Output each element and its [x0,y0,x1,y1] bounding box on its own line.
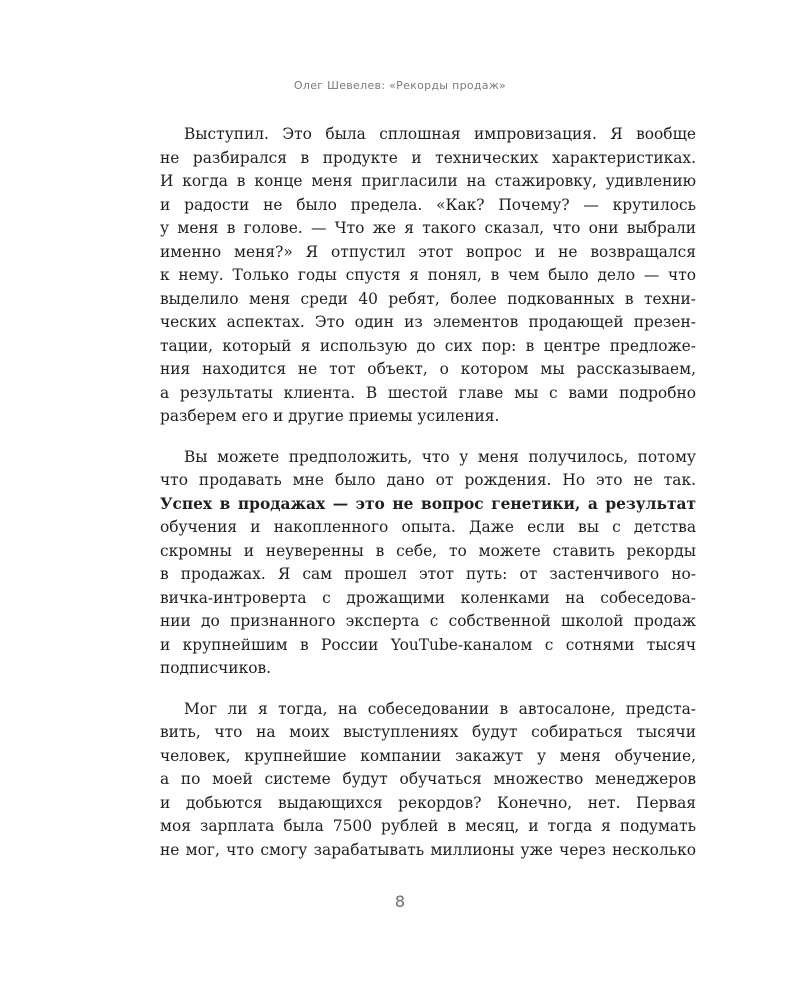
text-line: обучения и накопленного опыта. Даже если вы с детства [160,518,696,536]
paragraph-2 [160,446,696,681]
text-line: не разбирался в продукте и технических характеристиках. [160,148,696,167]
text-line: подписчиков. [160,659,272,677]
text-line: нии до признанного эксперта с собственной школой продаж [160,612,696,630]
text-line: именно меня?» Я отпустил этот вопрос и не возвращался [160,242,696,261]
text-line: вить, что на моих выступлениях будут собираться тысячи [160,723,696,741]
text-line: ческих аспектах. Это один из элементов продающей презен- [160,313,696,331]
paragraph-3 [160,698,696,863]
text-line: Вы можете предположить, что у меня получилось, потому [184,447,696,466]
bold-text-line [160,493,696,517]
text-line: вичка-интроверта с дрожащими коленками на собеседова- [160,588,696,607]
text-line: а результаты клиента. В шестой главе мы с вами подробно [160,383,696,402]
text-line: к нему. Только годы спустя я понял, в чем было дело — что [160,266,696,284]
text-line: скромны и неуверенны в себе, то можете ставить рекорды [160,541,696,560]
page-number: 8 [394,892,406,911]
text-line: в продажах. Я сам прошел этот путь: от застенчивого но- [160,565,696,583]
text-line: моя зарплата была 7500 рублей в месяц, и тогда я подумать [160,817,696,835]
text-line: ния находится не тот объект, о котором мы рассказываем, [160,360,696,378]
text-line: а по моей системе будут обучаться множество менеджеров [160,770,696,788]
paragraph-1 [160,123,696,429]
running-header: Олег Шевелев: «Рекорды продаж» [293,79,507,92]
text-line: у меня в голове. — Что же я такого сказал, что они выбрали [160,219,696,237]
text-line: тации, который я использую до сих пор: в центре предложе- [160,336,696,355]
text-line: не мог, что смогу зарабатывать миллионы уже через несколько [160,840,696,859]
text-line: выделило меня среди 40 ребят, более подкованных в техни- [160,289,696,308]
text-line: Мог ли я тогда, на собеседовании в автосалоне, предста- [184,699,696,718]
text-line: Выступил. Это была сплошная импровизация. Я вообще [184,125,696,143]
text-line: и радости не было предела. «Как? Почему? — крутилось [160,195,696,214]
text-line: И когда в конце меня пригласили на стажировку, удивлению [160,172,696,190]
text-line: разберем его и другие приемы усиления. [160,407,500,425]
text-line: и добьются выдающихся рекордов? Конечно, нет. Первая [160,793,696,812]
text-line: и крупнейшим в России YouTube-каналом с сотнями тысяч [160,635,696,654]
book-page-body [160,123,696,879]
text-line: что продавать мне было дано от рождения. Но это не так. [160,471,696,489]
emphasis-text: Успех в продажах — это не вопрос генетики, а результат [160,494,696,513]
text-line: человек, крупнейшие компании закажут у меня обучение, [160,746,696,765]
